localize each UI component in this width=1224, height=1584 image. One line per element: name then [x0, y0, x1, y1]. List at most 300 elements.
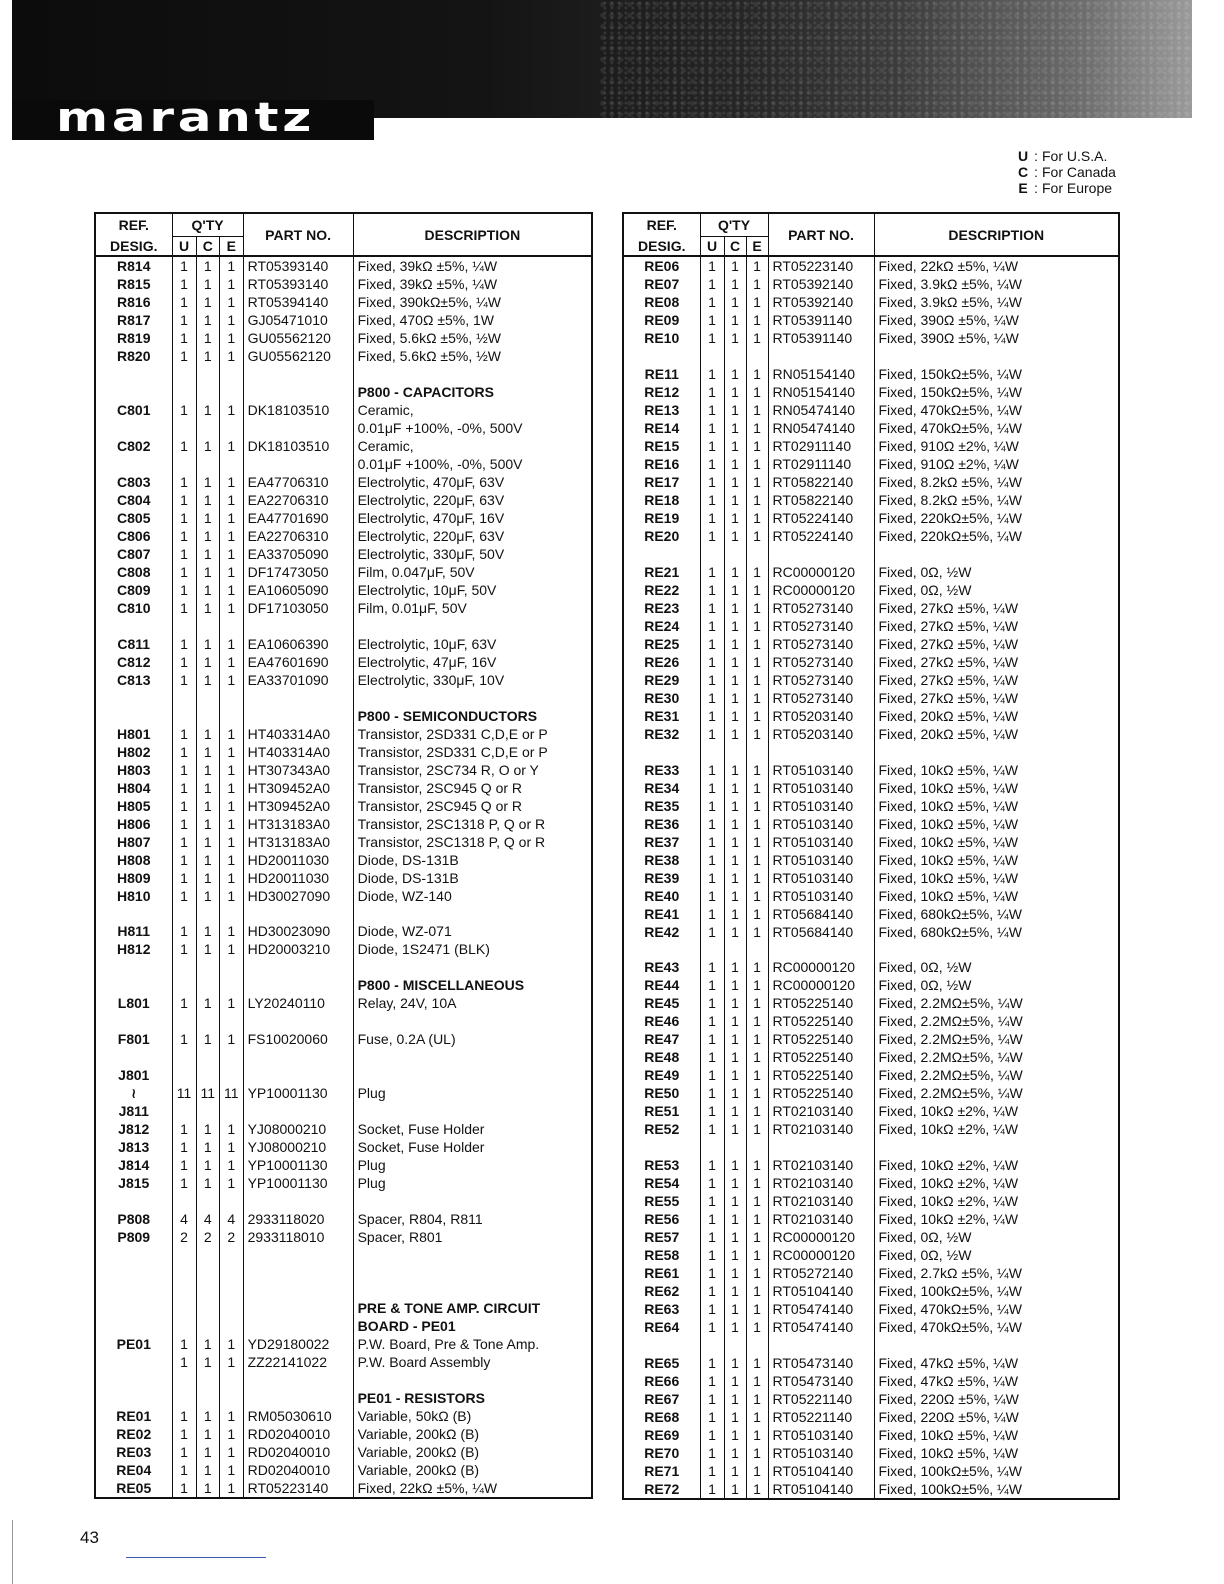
cell-ref: R815: [117, 276, 151, 292]
cell-e: 1: [746, 1156, 768, 1174]
cell-u: [172, 1102, 196, 1120]
cell-ref: ≀: [131, 1084, 137, 1101]
cell-desc: P.W. Board Assembly: [353, 1353, 591, 1371]
cell-ref: RE47: [644, 1031, 680, 1048]
table-row: [96, 1407, 591, 1425]
cell-desc: Fixed, 27kΩ ±5%, ¼W: [874, 617, 1118, 635]
cell-e: 1: [746, 725, 768, 743]
cell-e: 1: [746, 1426, 768, 1444]
cell-e: [746, 1138, 768, 1156]
table-row: [624, 329, 1118, 347]
cell-ref: RE20: [644, 527, 680, 544]
cell-part: RT05273140: [768, 671, 874, 689]
cell-c: 1: [724, 1066, 746, 1084]
cell-part: RT05225140: [768, 994, 874, 1012]
cell-desc: Fixed, 220kΩ±5%, ¼W: [874, 509, 1118, 527]
cell-ref: [96, 707, 172, 725]
cell-c: [724, 545, 746, 563]
cell-ref: RE09: [644, 312, 680, 328]
cell-c: [196, 617, 220, 635]
cell-part: YP10001130: [243, 1084, 353, 1102]
table-row: [624, 256, 1118, 275]
cell-ref: C802: [117, 437, 151, 454]
cell-desc: [874, 347, 1118, 365]
cell-part: [243, 1264, 353, 1282]
cell-e: 1: [746, 797, 768, 815]
table-row: [96, 1012, 591, 1030]
cell-desc: [353, 1246, 591, 1264]
cell-ref: [96, 1012, 172, 1030]
cell-u: 1: [700, 1300, 724, 1318]
cell-desc: Fixed, 0Ω, ½W: [874, 958, 1118, 976]
table-row: [624, 1408, 1118, 1426]
cell-c: 1: [724, 1480, 746, 1498]
cell-desc: Fixed, 680kΩ±5%, ¼W: [874, 923, 1118, 941]
cell-desc: Variable, 200kΩ (B): [353, 1425, 591, 1443]
cell-u: [172, 1066, 196, 1084]
cell-part: [243, 455, 353, 473]
cell-u: 1: [700, 617, 724, 635]
cell-part: HT313183A0: [243, 833, 353, 851]
cell-e: 1: [746, 653, 768, 671]
cell-desc: Fixed, 39kΩ ±5%, ¼W: [353, 256, 591, 275]
cell-part: RT05103140: [768, 1444, 874, 1462]
cell-part: [243, 1192, 353, 1210]
cell-part: EA47601690: [243, 653, 353, 671]
cell-c: 4: [196, 1210, 220, 1228]
cell-e: 1: [746, 1354, 768, 1372]
table-row: [96, 922, 591, 940]
cell-u: 1: [172, 887, 196, 905]
cell-ref: RE31: [644, 707, 680, 724]
cell-part: RT05221140: [768, 1390, 874, 1408]
cell-ref: RE02: [116, 1426, 152, 1443]
cell-desc: Film, 0.047μF, 50V: [353, 563, 591, 581]
cell-ref: [96, 1389, 172, 1407]
cell-part: RC00000120: [768, 958, 874, 976]
cell-e: 1: [746, 455, 768, 473]
cell-u: 1: [700, 1354, 724, 1372]
cell-u: [172, 1012, 196, 1030]
table-row: [624, 365, 1118, 383]
cell-e: 1: [746, 1462, 768, 1480]
table-row: [624, 419, 1118, 437]
cell-ref: RE42: [644, 923, 680, 940]
cell-desc: Fixed, 390Ω ±5%, ¼W: [874, 311, 1118, 329]
cell-desc: Fixed, 2.2MΩ±5%, ¼W: [874, 1030, 1118, 1048]
cell-part: FS10020060: [243, 1030, 353, 1048]
cell-u: 1: [172, 1461, 196, 1479]
table-row: [624, 707, 1118, 725]
cell-part: RT05223140: [243, 1479, 353, 1497]
cell-desc: Fixed, 470kΩ±5%, ¼W: [874, 419, 1118, 437]
cell-part: HT403314A0: [243, 743, 353, 761]
cell-ref: PE01: [116, 1336, 151, 1353]
cell-c: [724, 941, 746, 959]
cell-u: 1: [700, 707, 724, 725]
cell-ref: J812: [118, 1120, 150, 1137]
table-row: [624, 1084, 1118, 1102]
cell-part: RT05391140: [768, 329, 874, 347]
cell-e: [220, 1371, 244, 1389]
cell-part: [768, 743, 874, 761]
cell-e: 1: [746, 1084, 768, 1102]
cell-e: 2: [220, 1228, 244, 1246]
cell-ref: RE18: [644, 491, 680, 508]
cell-part: RT02103140: [768, 1120, 874, 1138]
table-row: [96, 1461, 591, 1479]
cell-e: 1: [220, 743, 244, 761]
cell-u: 1: [172, 761, 196, 779]
cell-part: RT05273140: [768, 635, 874, 653]
cell-ref: RE65: [644, 1355, 680, 1372]
cell-u: 1: [700, 1390, 724, 1408]
table-row: [624, 815, 1118, 833]
cell-part: RT05392140: [768, 275, 874, 293]
cell-c: 1: [724, 671, 746, 689]
cell-ref: RE12: [644, 383, 680, 400]
cell-ref: RE34: [644, 779, 680, 796]
cell-u: [172, 455, 196, 473]
cell-ref: RE38: [644, 851, 680, 868]
table-row: [96, 383, 591, 401]
cell-desc: Fixed, 10kΩ ±5%, ¼W: [874, 779, 1118, 797]
scan-edge-mark: [12, 1520, 13, 1584]
cell-u: 1: [172, 1425, 196, 1443]
legend-row-europe: E : For Europe: [1012, 180, 1116, 196]
cell-u: 1: [700, 329, 724, 347]
cell-desc: [874, 743, 1118, 761]
cell-part: RT05273140: [768, 599, 874, 617]
table-row: [624, 994, 1118, 1012]
cell-part: RD02040010: [243, 1461, 353, 1479]
cell-e: 1: [746, 473, 768, 491]
cell-ref: R817: [117, 312, 151, 328]
table-row: [96, 1066, 591, 1084]
cell-ref: RE14: [644, 419, 680, 436]
table-row: [96, 761, 591, 779]
cell-c: 1: [724, 779, 746, 797]
cell-part: [768, 347, 874, 365]
table-row: [624, 976, 1118, 994]
cell-desc: Fixed, 10kΩ ±2%, ¼W: [874, 1192, 1118, 1210]
cell-c: 1: [196, 347, 220, 365]
cell-desc: Transistor, 2SC734 R, O or Y: [353, 761, 591, 779]
cell-e: 1: [746, 491, 768, 509]
table-row: [624, 1048, 1118, 1066]
cell-u: [172, 1048, 196, 1066]
cell-c: 1: [724, 365, 746, 383]
cell-u: 1: [172, 635, 196, 653]
cell-part: [243, 1102, 353, 1120]
cell-part: [243, 1299, 353, 1317]
cell-e: 1: [220, 1353, 244, 1371]
cell-e: 1: [746, 1318, 768, 1336]
legend-row-usa: U : For U.S.A.: [1012, 148, 1116, 164]
footer-rule: [126, 1557, 266, 1558]
cell-c: 1: [196, 1443, 220, 1461]
cell-desc: [353, 1048, 591, 1066]
cell-c: 1: [196, 581, 220, 599]
cell-part: RT05684140: [768, 905, 874, 923]
cell-e: 1: [746, 779, 768, 797]
table-row: [624, 671, 1118, 689]
cell-ref: [624, 347, 700, 365]
cell-u: [172, 958, 196, 976]
table-row: [96, 689, 591, 707]
cell-e: 1: [220, 1120, 244, 1138]
cell-desc: Fixed, 470kΩ±5%, ¼W: [874, 1300, 1118, 1318]
cell-e: 1: [220, 1138, 244, 1156]
cell-u: 1: [700, 599, 724, 617]
cell-desc: Variable, 200kΩ (B): [353, 1443, 591, 1461]
cell-u: 1: [700, 653, 724, 671]
cell-c: [196, 455, 220, 473]
cell-e: [220, 1192, 244, 1210]
cell-part: RT05272140: [768, 1264, 874, 1282]
cell-ref: RE66: [644, 1373, 680, 1390]
cell-part: [243, 1048, 353, 1066]
cell-e: 1: [746, 1444, 768, 1462]
cell-c: 1: [196, 1030, 220, 1048]
cell-part: EA22706310: [243, 491, 353, 509]
cell-e: 1: [220, 1335, 244, 1353]
cell-c: 1: [196, 833, 220, 851]
cell-e: 11: [220, 1084, 244, 1102]
cell-u: 1: [700, 1102, 724, 1120]
cell-e: 1: [746, 707, 768, 725]
cell-e: [746, 1336, 768, 1354]
table-row: [96, 1317, 591, 1335]
cell-part: EA22706310: [243, 527, 353, 545]
cell-u: 2: [172, 1228, 196, 1246]
cell-u: 1: [172, 940, 196, 958]
cell-desc: Transistor, 2SC1318 P, Q or R: [353, 833, 591, 851]
cell-e: [220, 365, 244, 383]
cell-part: RT05203140: [768, 707, 874, 725]
cell-part: RN05154140: [768, 383, 874, 401]
cell-ref: [96, 1192, 172, 1210]
cell-e: 1: [220, 311, 244, 329]
cell-c: 1: [724, 833, 746, 851]
cell-e: [220, 905, 244, 923]
cell-c: [196, 1281, 220, 1299]
cell-u: [700, 545, 724, 563]
cell-u: 1: [700, 1228, 724, 1246]
cell-part: RT05225140: [768, 1030, 874, 1048]
cell-part: DK18103510: [243, 437, 353, 455]
cell-u: 1: [700, 1246, 724, 1264]
cell-desc: Fixed, 470kΩ±5%, ¼W: [874, 1318, 1118, 1336]
cell-desc: Fuse, 0.2A (UL): [353, 1030, 591, 1048]
legend-key: E: [1018, 180, 1028, 196]
cell-e: [746, 743, 768, 761]
cell-u: 1: [700, 815, 724, 833]
table-row: [624, 1120, 1118, 1138]
cell-part: GU05562120: [243, 347, 353, 365]
cell-desc: Fixed, 10kΩ ±5%, ¼W: [874, 797, 1118, 815]
table-row: [96, 797, 591, 815]
table-row: [96, 671, 591, 689]
cell-c: 1: [196, 509, 220, 527]
cell-desc: Fixed, 0Ω, ½W: [874, 976, 1118, 994]
cell-e: 1: [220, 347, 244, 365]
table-row: [624, 923, 1118, 941]
cell-part: [243, 383, 353, 401]
cell-part: DF17473050: [243, 563, 353, 581]
cell-ref: RE41: [644, 905, 680, 922]
cell-u: 11: [172, 1084, 196, 1102]
cell-u: [700, 347, 724, 365]
table-row: [624, 1426, 1118, 1444]
cell-desc: Fixed, 39kΩ ±5%, ¼W: [353, 275, 591, 293]
cell-c: 1: [196, 869, 220, 887]
cell-c: 1: [196, 1156, 220, 1174]
cell-u: 1: [700, 994, 724, 1012]
cell-c: 1: [724, 1192, 746, 1210]
cell-desc: Diode, DS-131B: [353, 869, 591, 887]
cell-desc: Fixed, 2.2MΩ±5%, ¼W: [874, 1012, 1118, 1030]
cell-u: 1: [700, 1120, 724, 1138]
cell-part: [243, 1371, 353, 1389]
table-row: [624, 1264, 1118, 1282]
cell-c: 1: [724, 311, 746, 329]
table-row: [624, 941, 1118, 959]
cell-desc: Relay, 24V, 10A: [353, 994, 591, 1012]
cell-u: [172, 905, 196, 923]
cell-c: 1: [196, 437, 220, 455]
table-row: [96, 1443, 591, 1461]
cell-part: RT05392140: [768, 293, 874, 311]
table-row: [624, 1462, 1118, 1480]
cell-u: 1: [700, 581, 724, 599]
cell-e: 1: [746, 329, 768, 347]
cell-e: 1: [746, 761, 768, 779]
cell-ref: [96, 1048, 172, 1066]
cell-c: 1: [724, 994, 746, 1012]
cell-ref: RE17: [644, 473, 680, 490]
cell-c: 1: [196, 1353, 220, 1371]
parts-table-left: [94, 212, 593, 1499]
table-row: [624, 473, 1118, 491]
cell-ref: P809: [117, 1228, 151, 1245]
cell-e: 1: [220, 1030, 244, 1048]
cell-ref: RE51: [644, 1103, 680, 1120]
cell-desc: Electrolytic, 330μF, 50V: [353, 545, 591, 563]
cell-ref: C810: [117, 599, 151, 616]
cell-part: RN05474140: [768, 401, 874, 419]
table-row: [96, 1030, 591, 1048]
cell-c: 1: [724, 1210, 746, 1228]
cell-e: 1: [220, 275, 244, 293]
cell-u: 1: [172, 473, 196, 491]
cell-u: 1: [172, 311, 196, 329]
cell-e: 1: [220, 761, 244, 779]
cell-desc: Fixed, 0Ω, ½W: [874, 1228, 1118, 1246]
cell-c: 1: [724, 256, 746, 275]
cell-e: 1: [220, 833, 244, 851]
cell-e: 1: [746, 958, 768, 976]
cell-part: RT05684140: [768, 923, 874, 941]
cell-ref: RE21: [644, 563, 680, 580]
cell-c: 1: [724, 1282, 746, 1300]
cell-ref: RE40: [644, 887, 680, 904]
cell-u: 1: [172, 725, 196, 743]
cell-c: 1: [196, 1425, 220, 1443]
cell-u: 1: [700, 761, 724, 779]
cell-part: HD20003210: [243, 940, 353, 958]
cell-desc: Variable, 50kΩ (B): [353, 1407, 591, 1425]
table-row: [96, 581, 591, 599]
cell-part: HD20011030: [243, 869, 353, 887]
cell-ref: [624, 545, 700, 563]
cell-ref: C801: [117, 401, 151, 418]
cell-c: 1: [724, 887, 746, 905]
cell-part: RT05391140: [768, 311, 874, 329]
cell-e: 1: [746, 1102, 768, 1120]
cell-part: [243, 976, 353, 994]
cell-part: [768, 1138, 874, 1156]
cell-ref: RE23: [644, 599, 680, 616]
cell-desc: [874, 545, 1118, 563]
cell-u: 1: [700, 311, 724, 329]
cell-ref: RE58: [644, 1247, 680, 1264]
cell-ref: H807: [117, 833, 151, 850]
cell-u: 1: [172, 437, 196, 455]
cell-e: 1: [746, 617, 768, 635]
cell-u: 1: [700, 563, 724, 581]
cell-c: 1: [196, 743, 220, 761]
cell-c: 1: [724, 1030, 746, 1048]
cell-part: [243, 1246, 353, 1264]
cell-u: 1: [172, 527, 196, 545]
cell-c: 1: [196, 1138, 220, 1156]
cell-c: 1: [724, 689, 746, 707]
cell-part: ZZ22141022: [243, 1353, 353, 1371]
cell-u: [172, 383, 196, 401]
table-row: [96, 473, 591, 491]
cell-c: 1: [724, 725, 746, 743]
cell-u: [172, 976, 196, 994]
cell-c: 1: [196, 671, 220, 689]
table-row: [624, 455, 1118, 473]
cell-u: 1: [172, 994, 196, 1012]
cell-part: RT02911140: [768, 437, 874, 455]
cell-desc: P800 - MISCELLANEOUS: [353, 976, 591, 994]
cell-e: 1: [220, 563, 244, 581]
cell-part: RT05104140: [768, 1462, 874, 1480]
cell-desc: Ceramic,: [353, 437, 591, 455]
cell-u: 1: [172, 1138, 196, 1156]
cell-ref: RE53: [644, 1157, 680, 1174]
cell-u: 4: [172, 1210, 196, 1228]
cell-e: 1: [220, 797, 244, 815]
table-row: [96, 347, 591, 365]
table-row: [624, 1228, 1118, 1246]
cell-e: [746, 545, 768, 563]
table-row: [624, 1210, 1118, 1228]
cell-c: 1: [196, 887, 220, 905]
cell-c: 1: [724, 1318, 746, 1336]
cell-c: [196, 905, 220, 923]
header-e: E: [220, 237, 244, 257]
cell-part: [768, 941, 874, 959]
cell-e: [220, 1317, 244, 1335]
cell-u: 1: [700, 635, 724, 653]
cell-e: 1: [220, 545, 244, 563]
cell-ref: RE54: [644, 1175, 680, 1192]
cell-ref: RE46: [644, 1013, 680, 1030]
